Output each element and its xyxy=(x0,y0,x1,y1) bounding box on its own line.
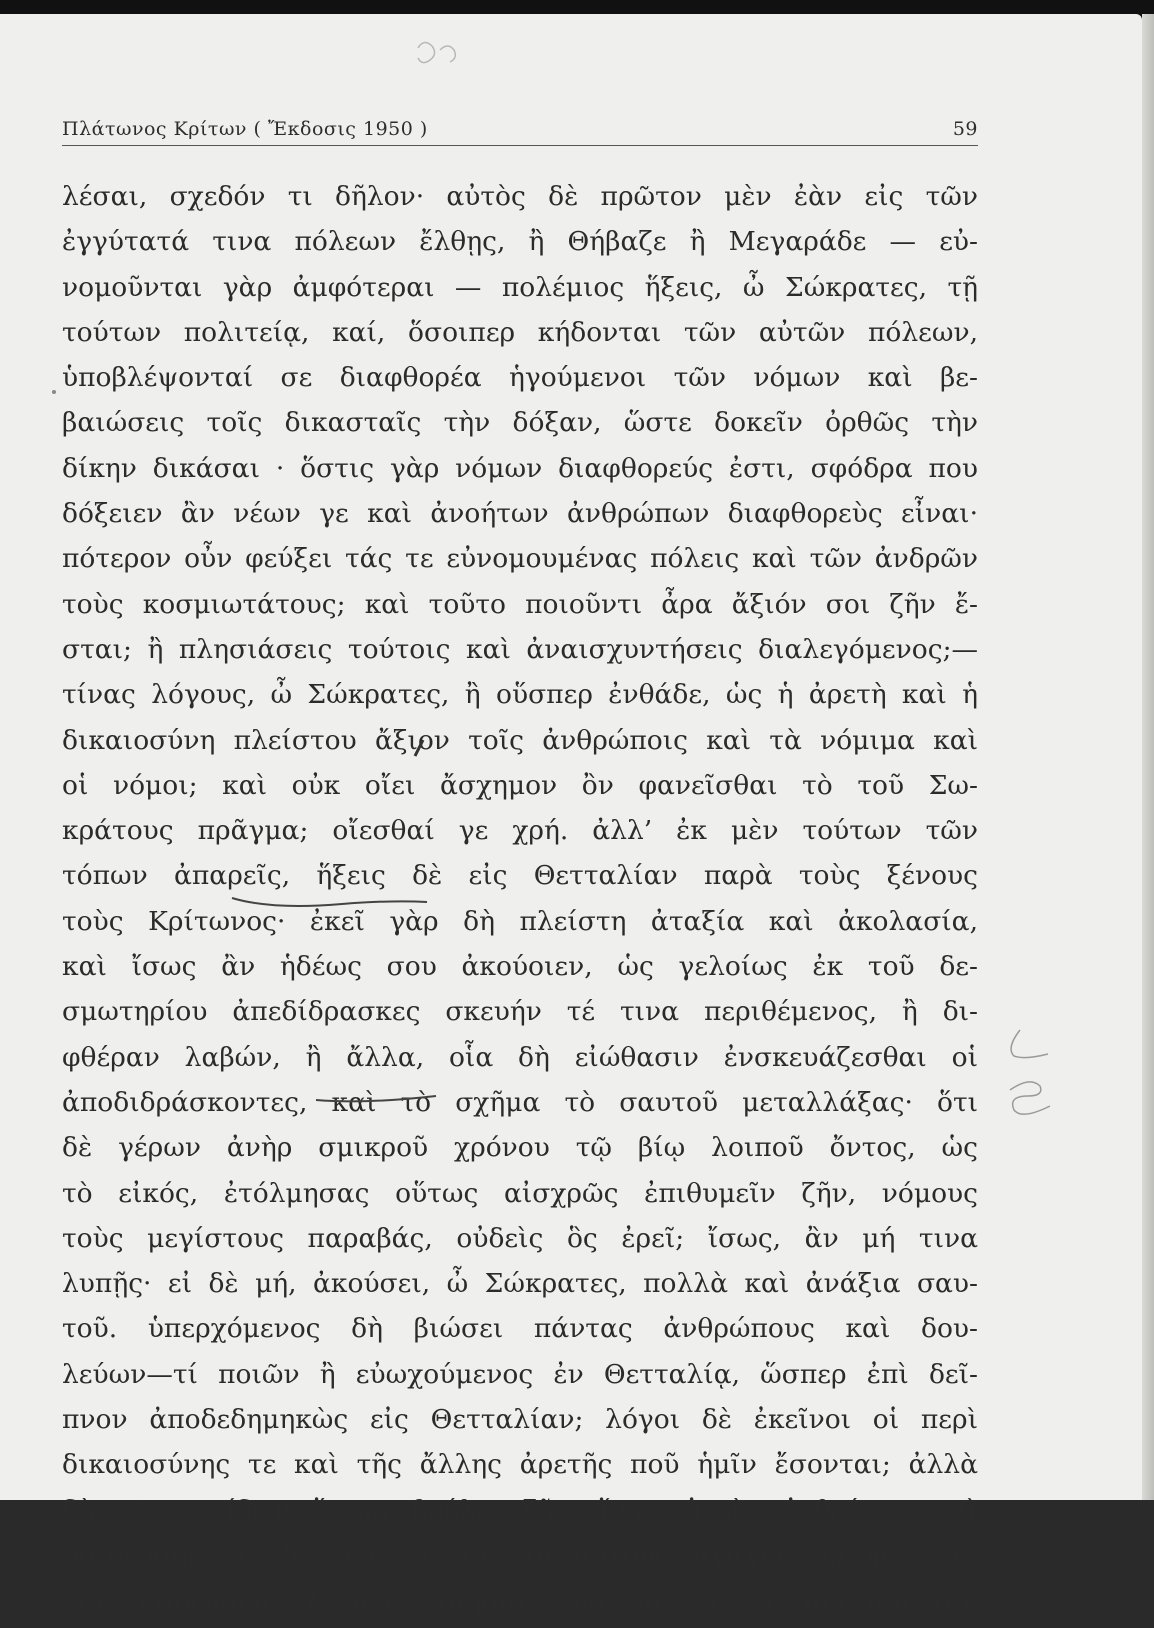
text-line: νομοῦνται γὰρ ἀμφότεραι — πολέμιος ἥξεις, ὦ Σώκρατες, τῇ xyxy=(62,271,978,303)
text-line: λεύων—τί ποιῶν ἢ εὐωχούμενος ἐν Θετταλίᾳ, ὥσπερ ἐπὶ δεῖ- xyxy=(62,1358,978,1390)
text-line: τοῦ. ὑπερχόμενος δὴ βιώσει πάντας ἀνθρώπους καὶ δου- xyxy=(62,1313,978,1345)
header-rule xyxy=(62,145,978,146)
text-line: τοὺς μεγίστους παραβάς, οὐδεὶς ὃς ἐρεῖ; ἴσως, ἂν μή τινα xyxy=(62,1222,978,1254)
text-line: δικαιοσύνη πλείστου ἄξιον τοῖς ἀνθρώποις καὶ τὰ νόμιμα καὶ xyxy=(62,724,978,756)
page-number: 59 xyxy=(952,118,978,140)
text-line: λέσαι, σχεδόν τι δῆλον· αὐτὸς δὲ πρῶτον μὲν ἐὰν εἰς τῶν xyxy=(62,181,978,212)
text-line: δικαιοσύνης τε καὶ τῆς ἄλλης ἀρετῆς ποῦ ἡμῖν ἔσονται; ἀλλὰ xyxy=(62,1449,978,1481)
text-line: τίνας λόγους, ὦ Σώκρατες, ἢ οὕσπερ ἐνθάδε, ὡς ἡ ἀρετὴ καὶ ἡ xyxy=(62,679,978,711)
text-line: σμωτηρίου ἀπεδίδρασκες σκευήν τέ τινα περιθέμενος, ἢ δι- xyxy=(62,996,978,1028)
text-line: δὲ γέρων ἀνὴρ σμικροῦ χρόνου τῷ βίῳ λοιποῦ ὄντος, ὡς xyxy=(62,1132,978,1164)
text-line: τὸ εἰκός, ἐτόλμησας οὕτως αἰσχρῶς ἐπιθυμεῖν ζῆν, νόμους xyxy=(62,1177,978,1209)
text-line: ὑποβλέψονταί σε διαφθορέα ἡγούμενοι τῶν νόμων καὶ βε- xyxy=(62,362,978,394)
text-line: πότερον οὖν φεύξει τάς τε εὐνομουμένας πόλεις καὶ τῶν ἀνδρῶν xyxy=(62,543,978,575)
text-line: βαιώσεις τοῖς δικασταῖς τὴν δόξαν, ὥστε δοκεῖν ὀρθῶς τὴν xyxy=(62,407,978,439)
text-line: φθέραν λαβών, ἢ ἄλλα, οἷα δὴ εἰώθασιν ἐνσκευάζεσθαι οἱ xyxy=(62,1041,978,1073)
text-line: δὴ τῶν παίδων ἕνεκα βούλει ζῆν, ἵνα αὐτοὺς ἐκθρέψῃς καὶ xyxy=(62,1494,978,1526)
text-line: τούτων πολιτείᾳ, καί, ὅσοιπερ κήδονται τῶν αὐτῶν πόλεων, xyxy=(62,316,978,348)
text-line: καὶ ἴσως ἂν ἡδέως σου ἀκούοιεν, ὡς γελοίως ἐκ τοῦ δε- xyxy=(62,951,978,983)
text-line: λυπῇς· εἰ δὲ μή, ἀκούσει, ὦ Σώκρατες, πολλὰ καὶ ἀνάξια σαυ- xyxy=(62,1268,978,1300)
text-line: παιδεύσῃς; τί δέ; εἰς Θετταλίαν αὐτοὺς ἀγαγὼν θρέψεις τε xyxy=(62,1539,978,1571)
text-line: κράτους πρᾶγμα; οἴεσθαί γε χρή. ἀλλ’ ἐκ μὲν τούτων τῶν xyxy=(62,815,978,847)
page-edge xyxy=(1142,14,1154,1500)
text-line: τόπων ἀπαρεῖς, ἥξεις δὲ εἰς Θετταλίαν παρὰ τοὺς ξένους xyxy=(62,860,978,892)
text-line: πνον ἀποδεδημηκὼς εἰς Θετταλίαν; λόγοι δὲ ἐκεῖνοι οἱ περὶ xyxy=(62,1404,978,1436)
text-line: καὶ παιδεύσεις, ξένους ποιήσας, ἵνα καὶ τοῦτο σοῦ ἀπολαύ- xyxy=(62,1585,978,1617)
text-line: δόξειεν ἂν νέων γε καὶ ἀνοήτων ἀνθρώπων διαφθορεὺς εἶναι· xyxy=(62,498,978,530)
text-line: τοὺς κοσμιωτάτους; καὶ τοῦτο ποιοῦντι ἆρα ἄξιόν σοι ζῆν ἔ- xyxy=(62,588,978,620)
text-line: σται; ἢ πλησιάσεις τούτοις καὶ ἀναισχυντήσεις διαλεγόμενος;— xyxy=(62,633,978,665)
body-text xyxy=(62,178,978,1628)
text-line: οἱ νόμοι; καὶ οὐκ οἴει ἄσχημον ὂν φανεῖσθαι τὸ τοῦ Σω- xyxy=(62,769,978,801)
running-title: Πλάτωνος Κρίτων ( Ἔκδοσις 1950 ) xyxy=(62,118,428,140)
text-line: ἀποδιδράσκοντες, καὶ τὸ σχῆμα τὸ σαυτοῦ μεταλλάξας· ὅτι xyxy=(62,1086,978,1118)
text-line: ἐγγύτατά τινα πόλεων ἔλθῃς, ἢ Θήβαζε ἢ Μεγαράδε — εὐ- xyxy=(62,226,978,258)
text-line: τοὺς Κρίτωνος· ἐκεῖ γὰρ δὴ πλείστη ἀταξία καὶ ἀκολασία, xyxy=(62,905,978,937)
text-line: δίκην δικάσαι · ὅστις γὰρ νόμων διαφθορεύς ἐστι, σφόδρα που xyxy=(62,452,978,484)
running-header xyxy=(62,118,978,144)
